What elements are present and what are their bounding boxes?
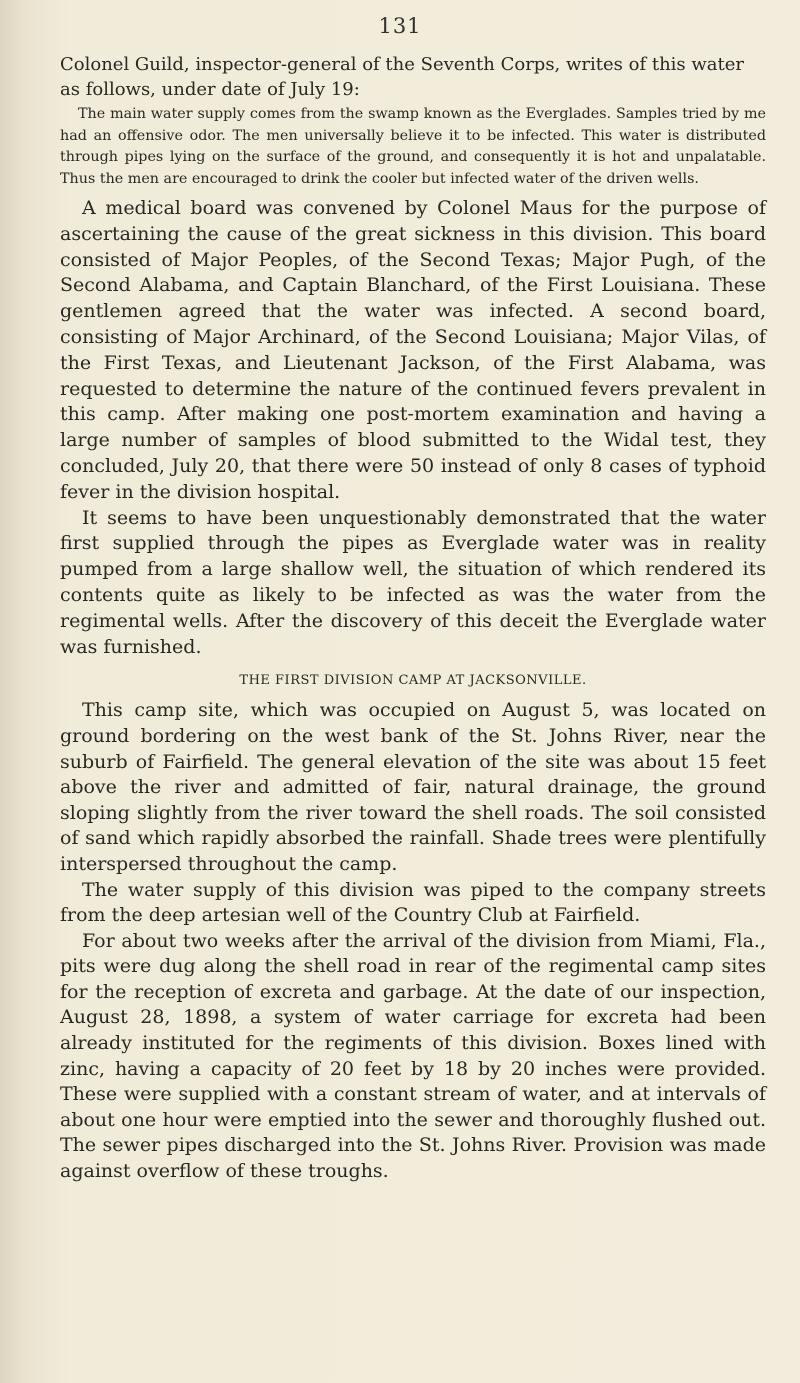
paragraph-water-deceit: It seems to have been unquestionably demonstrated that the water first supplied through the pipes as Everglade water was in reality pumped from a large shallow well, the situation of which rendered its contents quite as likely to be infected as was the water from the regimental wells. After the discovery of this deceit the Everglade water was furnished.: [60, 506, 766, 658]
intro-paragraph: Colonel Guild, inspector-general of the Seventh Corps, writes of this water as follows, under date of July 19:: [60, 54, 744, 100]
paragraph-camp-site: This camp site, which was occupied on August 5, was located on ground bordering on the west bank of the St. Johns River, near the suburb of Fairfield. The general elevation of the site was about 15 feet above the river and admitted of fair, natural drainage, the ground sloping slightly from the river toward the shell roads. The soil consisted of sand which rapidly absorbed the rainfall. Shade trees were plentifully interspersed throughout the camp.: [60, 699, 766, 875]
paragraph-excreta-disposal: For about two weeks after the arrival of the division from Miami, Fla., pits were dug along the shell road in rear of the regimental camp sites for the reception of excreta and garbage. At the date of our inspection, August 28, 1898, a system of water carriage for excreta had been already instituted for the regiments of this division. Boxes lined with zinc, having a capacity of 20 feet by 18 by 20 inches were provided. These were supplied with a constant stream of water, and at intervals of about one hour were emptied into the sewer and thoroughly flushed out. The sewer pipes discharged into the St. Johns River. Provision was made against overflow of these troughs.: [60, 929, 766, 1183]
page-content: [60, 52, 766, 1185]
page-number: 131: [378, 14, 422, 38]
paragraph-water-supply: The water supply of this division was piped to the company streets from the deep artesian well of the Country Club at Fairfield.: [60, 878, 766, 927]
paragraph-medical-board: A medical board was convened by Colonel Maus for the purpose of ascertaining the cause of the great sickness in this division. This board consisted of Major Peoples, of the Second Texas; Major Pugh, of the Second Alabama, and Captain Blanchard, of the First Louisiana. These gentlemen agreed that the water was infected. A second board, consisting of Major Archinard, of the Second Louisiana; Major Vilas, of the First Texas, and Lieutenant Jackson, of the First Alabama, was requested to determine the nature of the continued fevers prevalent in this camp. After making one post-mortem examination and having a large number of samples of blood submitted to the Widal test, they concluded, July 20, that there were 50 instead of only 8 cases of typhoid fever in the division hospital.: [60, 197, 766, 503]
quoted-report: The main water supply comes from the swamp known as the Everglades. Samples tried by me had an offensive odor. The men universally believe it to be infected. This water is distributed through pipes lying on the surface of the ground, and consequently it is hot and unpalatable. Thus the men are encouraged to drink the cooler but infected water of the driven wells.: [60, 106, 766, 187]
section-heading: THE FIRST DIVISION CAMP AT JACKSONVILLE.: [239, 673, 587, 689]
